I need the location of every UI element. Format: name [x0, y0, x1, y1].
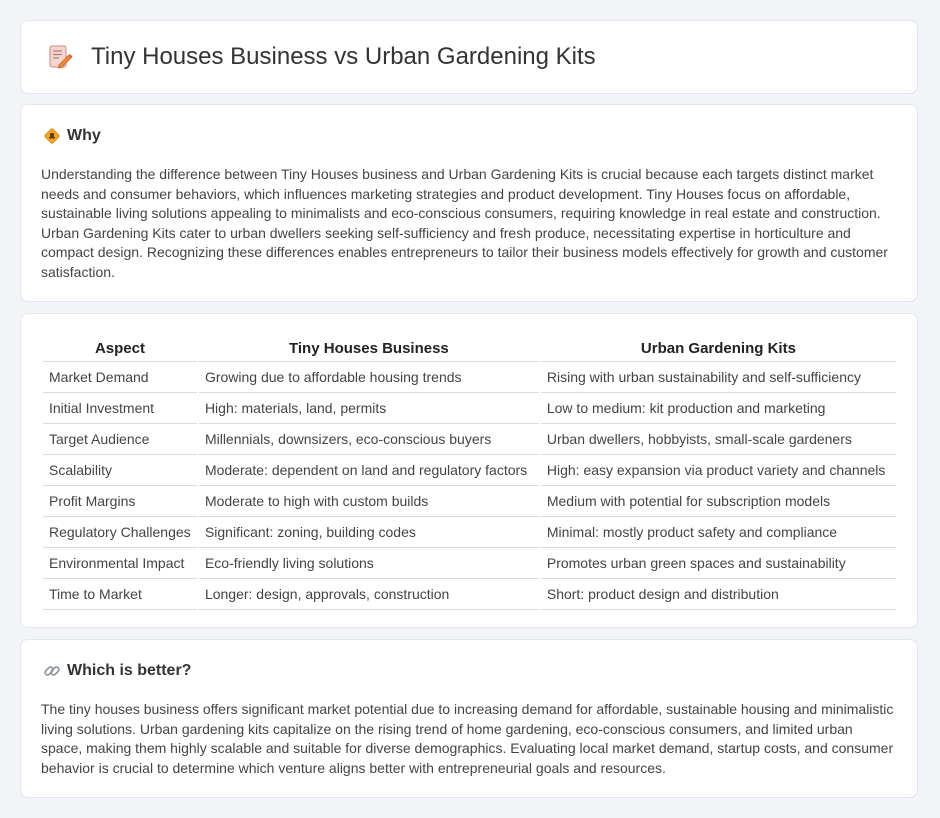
- urban-gardening-cell: Low to medium: kit production and marketing: [541, 393, 896, 424]
- tiny-houses-cell: High: materials, land, permits: [199, 393, 539, 424]
- table-row: [43, 579, 896, 610]
- column-header-tiny-houses: Tiny Houses Business: [199, 335, 539, 362]
- table-row: [43, 393, 896, 424]
- tiny-houses-cell: Longer: design, approvals, construction: [199, 579, 539, 610]
- urban-gardening-cell: Short: product design and distribution: [541, 579, 896, 610]
- aspect-cell: Initial Investment: [43, 393, 197, 424]
- table-row: [43, 517, 896, 548]
- which-is-better-body: The tiny houses business offers significant market potential due to increasing demand for affordable, sustainable housing and minimalistic living solutions. Urban gardening kits capitalize on the rising trend of home gardening, eco-conscious consumers, and limited urban space, making them highly scalable and suitable for diverse demographics. Evaluating local market demand, startup costs, and consumer behavior is crucial to determine which venture aligns better with entrepreneurial goals and resources.: [41, 701, 894, 776]
- aspect-cell: Regulatory Challenges: [43, 517, 197, 548]
- urban-gardening-cell: Urban dwellers, hobbyists, small-scale gardeners: [541, 424, 896, 455]
- column-header-aspect: Aspect: [43, 335, 197, 362]
- why-heading: Why: [67, 127, 101, 144]
- document-pencil-icon: [47, 44, 73, 70]
- tiny-houses-cell: Moderate to high with custom builds: [199, 486, 539, 517]
- table-row: [43, 362, 896, 393]
- table-row: [43, 486, 896, 517]
- aspect-cell: Environmental Impact: [43, 548, 197, 579]
- header-card: [20, 20, 918, 94]
- urban-gardening-cell: High: easy expansion via product variety and channels: [541, 455, 896, 486]
- tiny-houses-cell: Growing due to affordable housing trends: [199, 362, 539, 393]
- which-is-better-section: [20, 639, 918, 798]
- why-body: Understanding the difference between Tiny Houses business and Urban Gardening Kits is crucial because each targets distinct market needs and consumer behaviors, which influences marketing strategies and product development. Tiny Houses focus on affordable, sustainable living solutions appealing to minimalists and eco-conscious consumers, requiring knowledge in real estate and construction. Urban Gardening Kits cater to urban dwellers seeking self-sufficiency and fresh produce, necessitating expertise in horticulture and compact design. Recognizing these differences enables entrepreneurs to tailor their business models effectively for growth and customer satisfaction.: [41, 166, 888, 280]
- aspect-cell: Market Demand: [43, 362, 197, 393]
- diamond-sign-icon: [43, 127, 61, 145]
- aspect-cell: Time to Market: [43, 579, 197, 610]
- table-row: [43, 548, 896, 579]
- urban-gardening-cell: Medium with potential for subscription models: [541, 486, 896, 517]
- urban-gardening-cell: Promotes urban green spaces and sustainability: [541, 548, 896, 579]
- which-is-better-heading: Which is better?: [67, 662, 192, 679]
- page-title: Tiny Houses Business vs Urban Gardening Kits: [91, 43, 596, 70]
- aspect-cell: Profit Margins: [43, 486, 197, 517]
- tiny-houses-cell: Significant: zoning, building codes: [199, 517, 539, 548]
- tiny-houses-cell: Moderate: dependent on land and regulatory factors: [199, 455, 539, 486]
- why-section: [20, 104, 918, 302]
- table-header-row: [43, 335, 896, 362]
- aspect-cell: Scalability: [43, 455, 197, 486]
- urban-gardening-cell: Minimal: mostly product safety and compliance: [541, 517, 896, 548]
- column-header-urban-gardening: Urban Gardening Kits: [541, 335, 896, 362]
- urban-gardening-cell: Rising with urban sustainability and self-sufficiency: [541, 362, 896, 393]
- tiny-houses-cell: Eco-friendly living solutions: [199, 548, 539, 579]
- comparison-section: [20, 313, 918, 628]
- tiny-houses-cell: Millennials, downsizers, eco-conscious buyers: [199, 424, 539, 455]
- table-row: [43, 455, 896, 486]
- aspect-cell: Target Audience: [43, 424, 197, 455]
- link-icon: [43, 662, 61, 680]
- comparison-table: [41, 335, 898, 610]
- table-row: [43, 424, 896, 455]
